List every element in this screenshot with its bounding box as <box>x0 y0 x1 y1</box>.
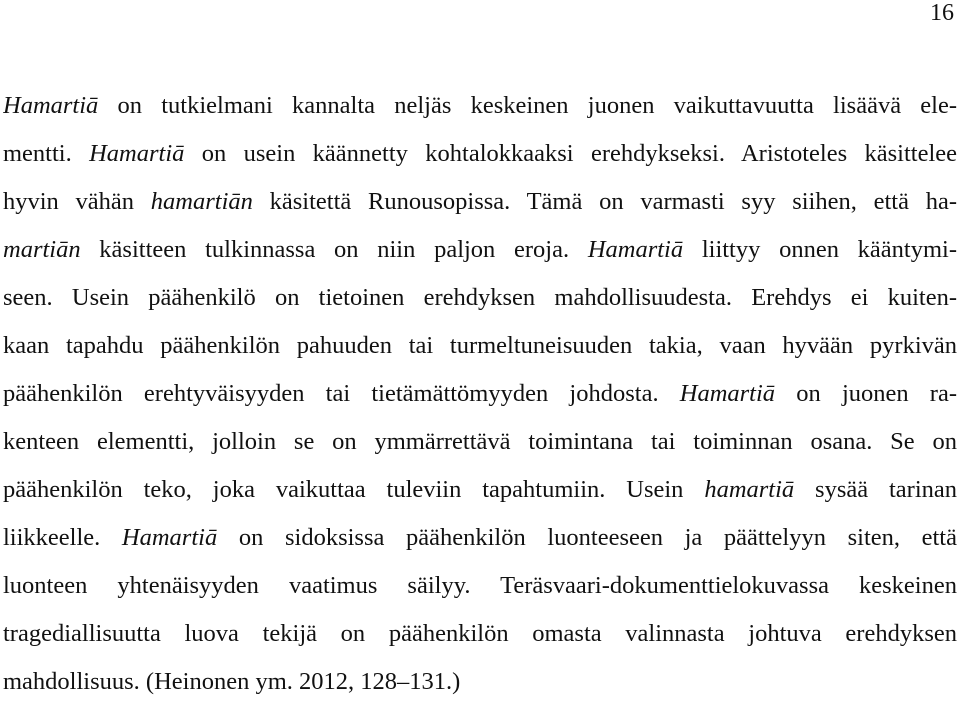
text-run: on sidoksissa päähenkilön luonteeseen ja päättelyyn siten, että <box>217 524 957 551</box>
italic-term: Hamartiā <box>587 236 684 263</box>
text-run: on tutkielmani kannalta neljäs keskeinen juonen vaikuttavuutta lisäävä ele- <box>98 92 957 119</box>
italic-term: hamartiān <box>150 188 253 215</box>
text-run: on juonen ra- <box>775 380 957 407</box>
text-line <box>3 658 957 706</box>
text-line <box>3 130 957 178</box>
italic-term: Hamartiā <box>3 92 99 119</box>
text-run: luonteen yhtenäisyyden vaatimus säilyy. Teräsvaari-dokumenttielokuvassa keskeinen <box>3 572 957 599</box>
text-line <box>3 466 957 514</box>
text-line <box>3 418 957 466</box>
text-line <box>3 370 957 418</box>
text-line <box>3 178 957 226</box>
text-line <box>3 226 957 274</box>
text-run: kenteen elementti, jolloin se on ymmärrettävä toimintana tai toiminnan osana. Se on <box>3 428 957 455</box>
text-run: liittyy onnen kääntymi- <box>683 236 957 263</box>
text-run: tragediallisuutta luova tekijä on päähenkilön omasta valinnasta johtuva erehdyksen <box>3 620 957 647</box>
italic-term: Hamartiā <box>89 140 185 167</box>
text-line <box>3 274 957 322</box>
text-line <box>3 610 957 658</box>
italic-term: martiān <box>3 236 81 263</box>
text-run: kaan tapahdu päähenkilön pahuuden tai turmeltuneisuuden takia, vaan hyvään pyrkivän <box>3 332 957 359</box>
text-run: käsitettä Runousopissa. Tämä on varmasti syy siihen, että ha- <box>252 188 957 215</box>
page-number: 16 <box>930 0 954 26</box>
text-line <box>3 514 957 562</box>
text-run: mahdollisuus. (Heinonen ym. 2012, 128–131.) <box>3 668 461 695</box>
text-run: päähenkilön teko, joka vaikuttaa tuleviin tapahtumiin. Usein <box>3 476 705 503</box>
text-run: liikkeelle. <box>3 524 122 551</box>
text-line <box>3 562 957 610</box>
text-run: käsitteen tulkinnassa on niin paljon eroja. <box>80 236 588 263</box>
text-run: on usein käännetty kohtalokkaaksi erehdykseksi. Aristoteles käsittelee <box>184 140 957 167</box>
text-line <box>3 322 957 370</box>
text-run: sysää tarinan <box>794 476 957 503</box>
italic-term: Hamartiā <box>121 524 218 551</box>
text-run: hyvin vähän <box>3 188 151 215</box>
italic-term: hamartiā <box>704 476 795 503</box>
body-paragraph <box>3 82 957 706</box>
text-line <box>3 82 957 130</box>
text-run: päähenkilön erehtyväisyyden tai tietämättömyyden johdosta. <box>3 380 680 407</box>
text-run: seen. Usein päähenkilö on tietoinen erehdyksen mahdollisuudesta. Erehdys ei kuiten- <box>3 284 957 311</box>
text-run: mentti. <box>3 140 90 167</box>
italic-term: Hamartiā <box>679 380 776 407</box>
